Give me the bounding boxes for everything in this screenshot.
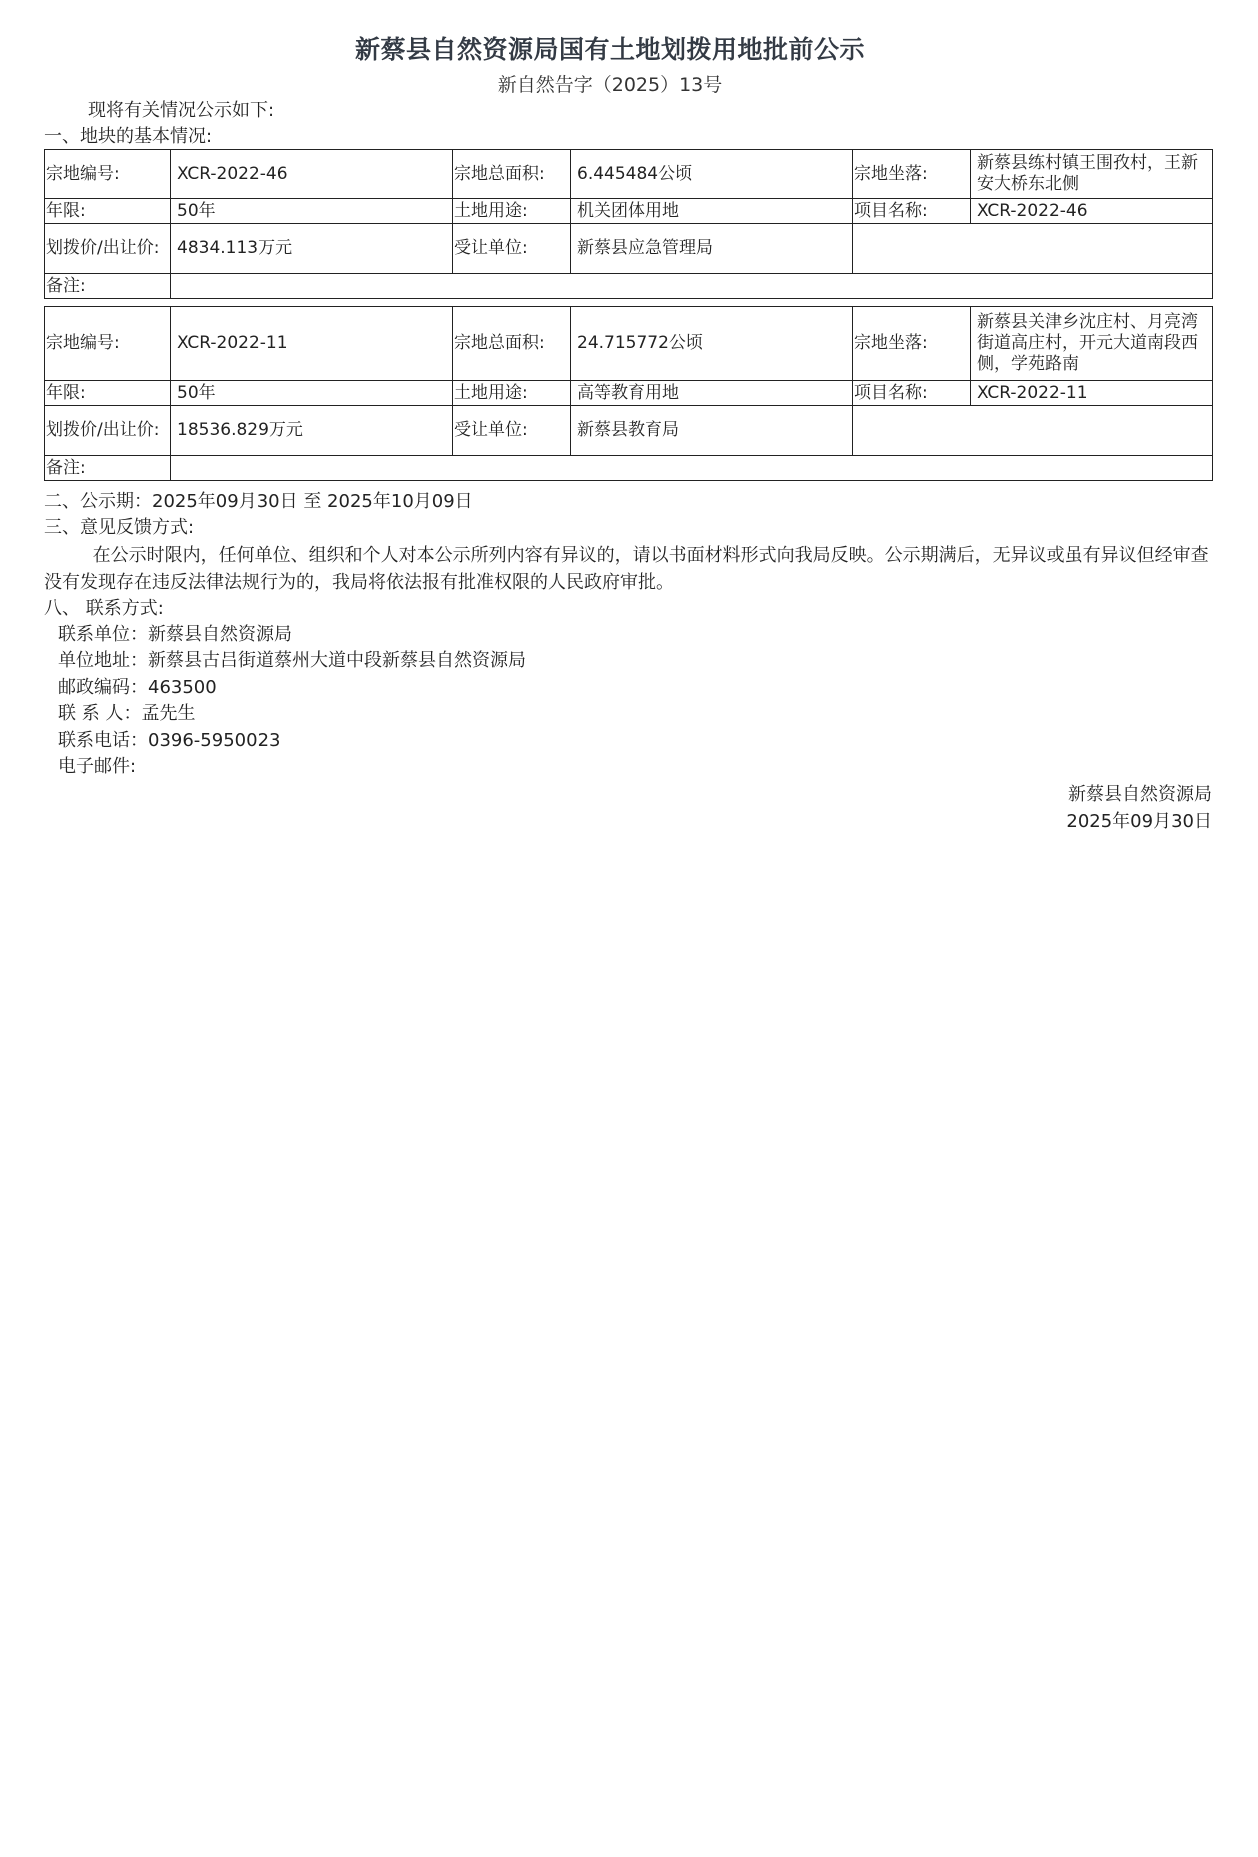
table-row: [45, 199, 1213, 224]
contact-postcode: 邮政编码：463500: [58, 677, 217, 698]
empty-cell: [853, 406, 1213, 456]
section-2-period: 二、公示期：2025年09月30日 至 2025年10月09日: [44, 491, 473, 512]
use-value: 高等教育用地: [571, 381, 853, 406]
page-title: 新蔡县自然资源局国有土地划拨用地批前公示: [354, 35, 865, 64]
term-label: 年限:: [45, 381, 171, 406]
parcel-no-value: XCR-2022-46: [171, 150, 453, 199]
contact-phone: 联系电话：0396-5950023: [58, 730, 281, 751]
area-value: 24.715772公顷: [571, 307, 853, 381]
grantee-label: 受让单位:: [453, 406, 571, 456]
location-label: 宗地坐落:: [853, 150, 971, 199]
project-label: 项目名称:: [853, 381, 971, 406]
remark-value: [171, 456, 1213, 481]
feedback-paragraph: 在公示时限内，任何单位、组织和个人对本公示所列内容有异议的，请以书面材料形式向我局反映。公示期满后，无异议或虽有异议但经审查没有发现存在违反法律法规行为的，我局将依法报有批准权限的人民政府审批。: [44, 545, 1209, 593]
table-row: [45, 224, 1213, 274]
table-row: [45, 274, 1213, 299]
term-label: 年限:: [45, 199, 171, 224]
table-row: [45, 456, 1213, 481]
parcel-no-label: 宗地编号:: [45, 307, 171, 381]
project-label: 项目名称:: [853, 199, 971, 224]
remark-value: [171, 274, 1213, 299]
parcel-no-value: XCR-2022-11: [171, 307, 453, 381]
area-value: 6.445484公顷: [571, 150, 853, 199]
price-value: 18536.829万元: [171, 406, 453, 456]
parcel-table-1: [44, 149, 1213, 299]
section-8-heading: 八、 联系方式:: [44, 598, 164, 619]
parcel-table-2: [44, 306, 1213, 481]
grantee-value: 新蔡县教育局: [571, 406, 853, 456]
empty-cell: [853, 224, 1213, 274]
section-1-heading: 一、地块的基本情况:: [44, 126, 213, 147]
table-row: [45, 381, 1213, 406]
price-label: 划拨价/出让价:: [45, 406, 171, 456]
use-value: 机关团体用地: [571, 199, 853, 224]
project-value: XCR-2022-11: [971, 381, 1213, 406]
contact-address: 单位地址：新蔡县古吕街道蔡州大道中段新蔡县自然资源局: [58, 650, 526, 671]
price-value: 4834.113万元: [171, 224, 453, 274]
contact-unit: 联系单位：新蔡县自然资源局: [58, 624, 292, 645]
use-label: 土地用途:: [453, 199, 571, 224]
signature-date: 2025年09月30日: [1066, 811, 1212, 832]
remark-label: 备注:: [45, 274, 171, 299]
signature-org: 新蔡县自然资源局: [1068, 784, 1212, 805]
contact-email: 电子邮件:: [58, 756, 137, 777]
term-value: 50年: [171, 199, 453, 224]
location-value: 新蔡县关津乡沈庄村、月亮湾街道高庄村，开元大道南段西侧，学苑路南: [971, 307, 1213, 381]
table-row: [45, 307, 1213, 381]
intro-text: 现将有关情况公示如下:: [88, 100, 275, 121]
area-label: 宗地总面积:: [453, 150, 571, 199]
area-label: 宗地总面积:: [453, 307, 571, 381]
table-row: [45, 150, 1213, 199]
section-3-heading: 三、意见反馈方式:: [44, 517, 195, 538]
grantee-value: 新蔡县应急管理局: [571, 224, 853, 274]
table-row: [45, 406, 1213, 456]
parcel-no-label: 宗地编号:: [45, 150, 171, 199]
term-value: 50年: [171, 381, 453, 406]
use-label: 土地用途:: [453, 381, 571, 406]
document-number: 新自然告字（2025）13号: [497, 74, 723, 96]
contact-person: 联 系 人：孟先生: [58, 703, 196, 724]
location-value: 新蔡县练村镇王围孜村，王新安大桥东北侧: [971, 150, 1213, 199]
price-label: 划拨价/出让价:: [45, 224, 171, 274]
location-label: 宗地坐落:: [853, 307, 971, 381]
grantee-label: 受让单位:: [453, 224, 571, 274]
project-value: XCR-2022-46: [971, 199, 1213, 224]
remark-label: 备注:: [45, 456, 171, 481]
